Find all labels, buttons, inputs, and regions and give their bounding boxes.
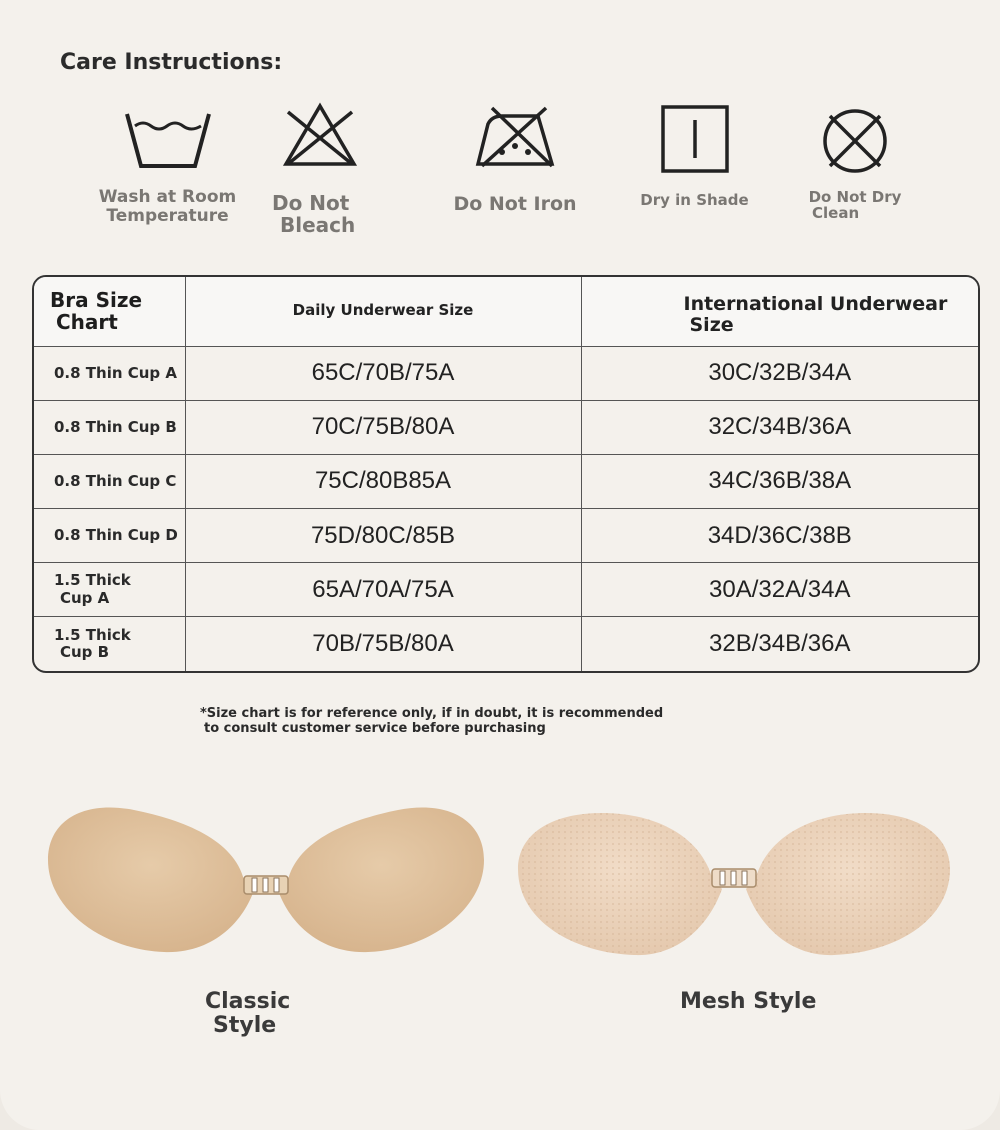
table-row	[34, 563, 978, 617]
dry-shade-icon	[660, 104, 730, 174]
row-label-line: Cup B	[60, 643, 110, 662]
table-row	[34, 617, 978, 671]
bra-cup-right	[278, 807, 484, 952]
header-international-size	[581, 277, 978, 346]
size-chart-note	[200, 707, 663, 737]
product-label-line: Style	[213, 1013, 277, 1039]
care-item-shade	[632, 104, 757, 209]
header-line: International Underwear	[683, 293, 948, 316]
row-label	[34, 563, 185, 617]
care-label-line1: Dry in Shade	[640, 191, 749, 209]
table-row	[34, 346, 978, 400]
row-label	[34, 346, 185, 400]
table-row	[34, 454, 978, 508]
care-label-line1: Do Not Iron	[453, 193, 577, 215]
no-iron-icon	[472, 104, 558, 170]
no-bleach-icon	[282, 102, 358, 168]
header-daily-size: Daily Underwear Size	[185, 277, 581, 346]
row-label-line: 0.8 Thin Cup B	[54, 417, 177, 436]
size-chart-table	[32, 275, 980, 673]
daily-size-cell: 70B/75B/80A	[185, 617, 581, 671]
intl-size-cell: 32B/34B/36A	[709, 630, 851, 658]
care-label-line1: Wash at Room	[98, 187, 237, 207]
row-label-line: 1.5 Thick	[54, 625, 131, 644]
row-label	[34, 617, 185, 671]
table-row	[34, 400, 978, 454]
daily-size-cell: 75C/80B85A	[185, 454, 581, 508]
intl-size-cell: 32C/34B/36A	[581, 400, 978, 454]
daily-size-cell: 75D/80C/85B	[185, 509, 581, 563]
table-row	[34, 509, 978, 563]
header-line: Size	[689, 314, 734, 337]
daily-size-cell: 65A/70A/75A	[185, 563, 581, 617]
header-line: Bra Size	[50, 288, 143, 313]
daily-size-cell: 70C/75B/80A	[185, 400, 581, 454]
daily-size-cell: 65C/70B/75A	[185, 346, 581, 400]
product-classic-image	[44, 800, 488, 960]
care-item-bleach	[270, 102, 370, 236]
no-dry-clean-icon	[822, 108, 888, 174]
product-classic-label	[205, 990, 290, 1038]
row-label	[34, 400, 185, 454]
row-label	[34, 509, 185, 563]
product-mesh-image	[514, 805, 954, 960]
care-label-line2: Temperature	[106, 205, 229, 226]
care-item-dryclean	[800, 108, 910, 222]
wash-tub-icon	[123, 108, 213, 172]
product-mesh-label	[680, 990, 816, 1014]
row-label-line: 0.8 Thin Cup A	[54, 363, 178, 382]
care-label-line1: Do Not Dry	[808, 188, 902, 206]
care-label-line2: Bleach	[280, 213, 356, 237]
note-line: to consult customer service before purchasing	[204, 720, 546, 736]
row-label-line: Cup A	[60, 588, 110, 607]
intl-size-cell: 30A/32A/34A	[581, 563, 978, 617]
care-item-wash	[95, 108, 240, 225]
note-line: *Size chart is for reference only, if in doubt, it is recommended	[200, 706, 664, 721]
intl-size-cell: 34C/36B/38A	[581, 454, 978, 508]
product-label-line: Mesh Style	[680, 989, 817, 1014]
row-label-line: 0.8 Thin Cup C	[54, 471, 177, 490]
product-label-line: Classic	[205, 989, 291, 1014]
row-label-line: 0.8 Thin Cup D	[54, 525, 178, 544]
care-item-iron	[445, 104, 585, 215]
care-label-line1: Do Not	[272, 191, 350, 215]
row-label-line: 1.5 Thick	[54, 571, 131, 590]
header-size-chart	[34, 277, 185, 346]
care-label-line2: Clean	[812, 203, 860, 222]
header-line: Chart	[56, 310, 118, 335]
care-title: Care Instructions:	[60, 50, 283, 75]
row-label	[34, 454, 185, 508]
intl-size-cell: 34D/36C/38B	[581, 509, 978, 563]
intl-size-cell: 30C/32B/34A	[581, 346, 978, 400]
bra-cup-left	[48, 807, 254, 952]
table-header-row	[34, 277, 978, 346]
